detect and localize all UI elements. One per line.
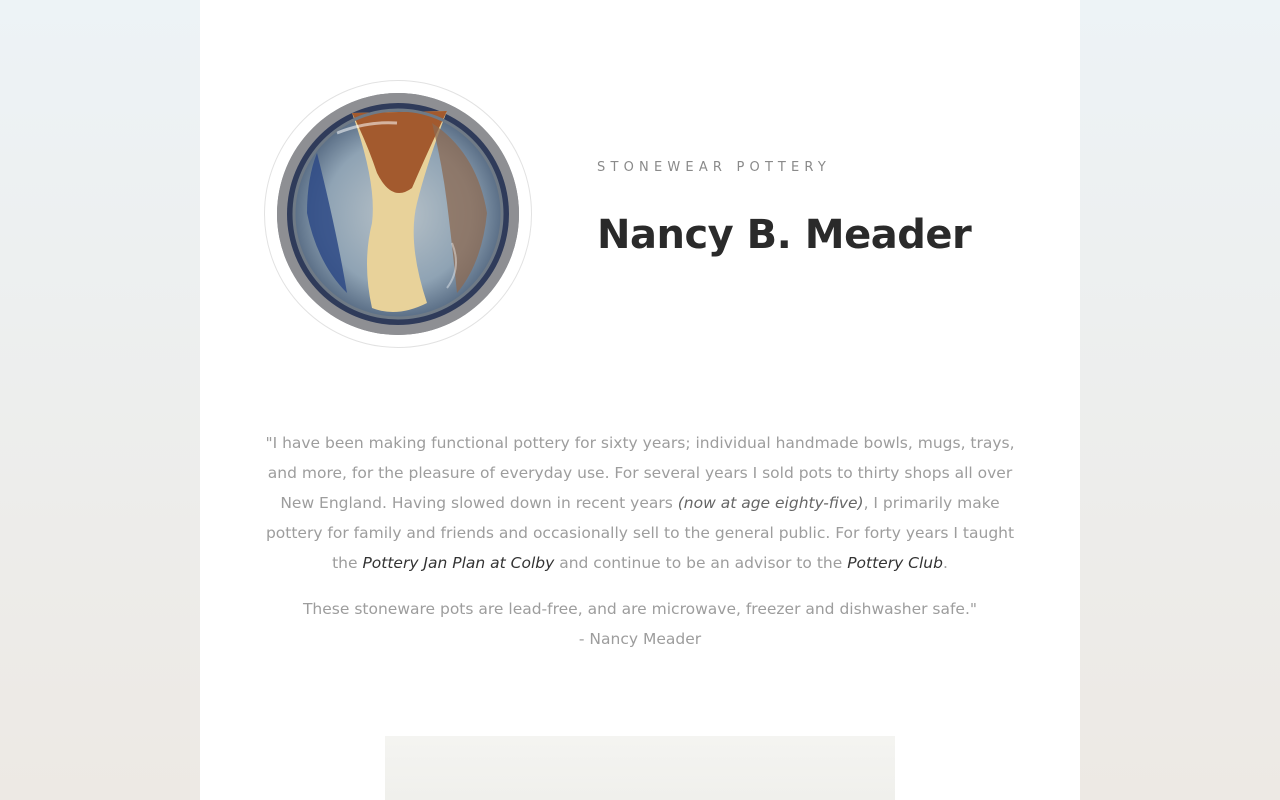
age-note: (now at age eighty-five) — [677, 494, 864, 512]
artist-statement — [260, 428, 1020, 654]
brand-eyebrow: STONEWEAR POTTERY — [597, 160, 831, 175]
attribution: - Nancy Meader — [578, 630, 702, 648]
content-card — [200, 0, 1080, 800]
pottery-club-link[interactable]: Pottery Club — [847, 554, 943, 572]
avatar-frame — [264, 80, 532, 348]
page-title: Nancy B. Meader — [597, 212, 972, 258]
statement-paragraph: "I have been making functional pottery for sixty years; individual handmade bowls, mugs, trays, and more, for the pleasure of everyday use. For several years I sold pots to thirty shops all over New England. Having slowed down in recent years (now at age eighty-five), I primarily make pottery for family and friends and occasionally sell to the general public. For forty years I taught the Pottery Jan Plan at Colby and continue to be an advisor to the Pottery Club. — [265, 434, 1015, 572]
safety-paragraph: These stoneware pots are lead-free, and are microwave, freezer and dishwasher safe." - Nancy Meader — [302, 600, 978, 648]
avatar — [277, 93, 519, 335]
pottery-bowl-photo-icon — [277, 93, 519, 335]
pottery-photo — [385, 736, 895, 800]
pottery-jan-plan-link[interactable]: Pottery Jan Plan at Colby — [362, 554, 555, 572]
